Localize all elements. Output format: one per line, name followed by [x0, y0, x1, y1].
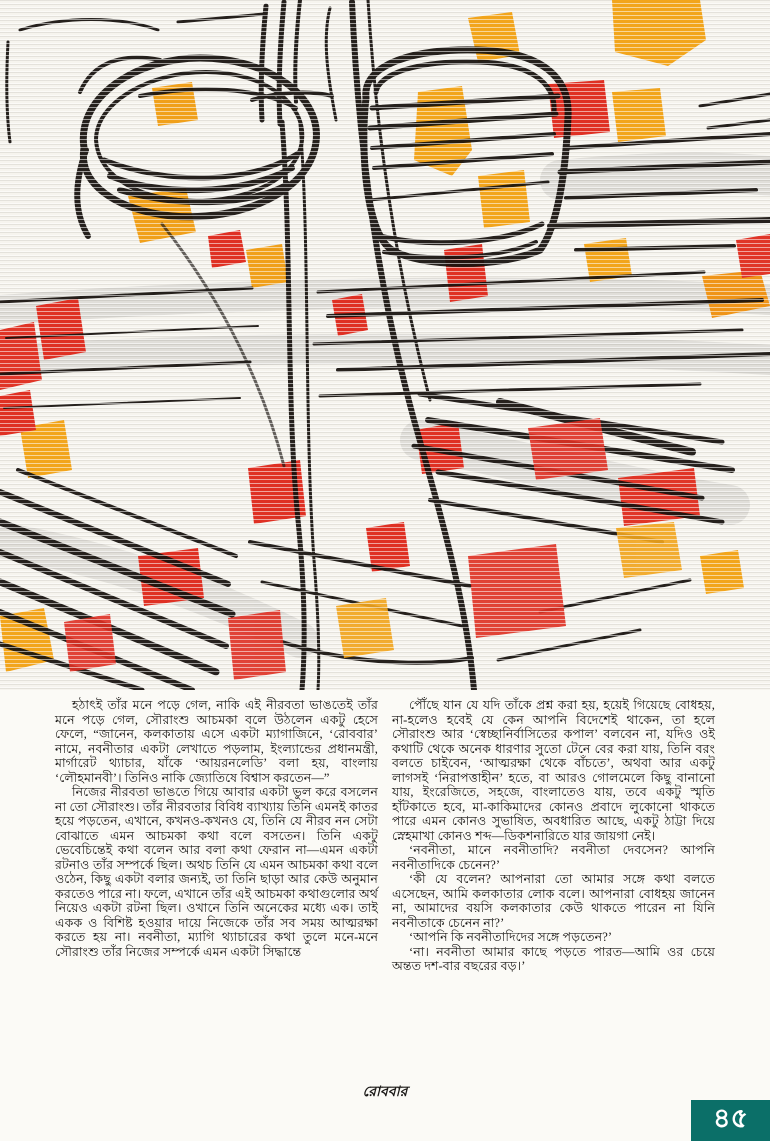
paragraph: পৌঁছে যান যে যদি তাঁকে প্রশ্ন করা হয়, হয়েই গিয়েছে বোধহয়, না-হলেও হবেই যে কেন আপনি বিদেশেই থাকেন, তা হলে সৌরাংশু আর ‘স্বেচ্ছানির্বাসিতের কপাল’ বলবেন না, যদিও ওই কথাটি থেকে অনেক ধারণার সুতো টেনে বের করা যায়, তিনি বরং বলতে চাইবেন, ‘আত্মরক্ষা থেকে বাঁচতে’, অথবা আর একটু লাগসই ‘নিরাপত্তাহীন’ হতে, বা আরও গোলমেলে কিছু বানানো যায়, ইংরেজিতে, সহজে, বাংলাতেও যায়, তবে একটু স্মৃতি হাঁটকাতে হবে, মা-কাকিমাদের কোনও প্রবাদে লুকোনো থাকতে পারে এমন কোনও সুভাষিত, অবধারিত আছে, একটু ঠাট্টা দিয়ে স্নেহমাখা কোনও শব্দ—ডিকশনারিতে যার জায়গা নেই। — [392, 698, 715, 843]
magazine-title: রোববার — [362, 1085, 408, 1100]
paragraph: ‘আপনি কি নবনীতাদিদের সঙ্গে পড়তেন?’ — [409, 930, 613, 944]
paragraph: ‘না। নবনীতা আমার কাছে পড়তে পারত—আমি ওর চেয়ে অন্তত দশ-বার বছরের বড়।’ — [392, 944, 715, 973]
paragraph: হঠাৎই তাঁর মনে পড়ে গেল, নাকি এই নীরবতা ভাঙতেই তাঁর মনে পড়ে গেল, সৌরাংশু আচমকা বলে উঠলেন একটু হেসে ফেলে, “জানেন, কলকাতায় এসে একটা ম্যাগাজিনে, ‘রোববার’ নামে, নবনীতার একটা লেখাতে পড়লাম, ইংল্যান্ডের প্রধানমন্ত্রী, মার্গারেট থ্যাচার, যাঁকে ‘আয়রনলেডি’ বলা হয়, বাংলায় ‘লৌহমানবী’। তিনিও নাকি জ্যোতিষে বিশ্বাস করতেন—” — [55, 698, 378, 785]
text-column-right — [392, 698, 715, 974]
paragraph: ‘নবনীতা, মানে নবনীতাদি? নবনীতা দেবসেন? আপনি নবনীতাদিকে চেনেন?’ — [392, 843, 715, 872]
article-body — [55, 698, 716, 974]
paragraph: ‘কী যে বলেন? আপনারা তো আমার সঙ্গে কথা বলতে এসেছেন, আমি কলকাতার লোক বলে। আপনারা বোধহয় জানেন না, আমাদের বয়সি কলকাতার কেউ থাকতে পারেন না যিনি নবনীতাকে চেনেন না?’ — [392, 872, 715, 930]
paragraph: নিজের নীরবতা ভাঙতে গিয়ে আবার একটা ভুল করে বসলেন না তো সৌরাংশু। তাঁর নীরবতার বিবিধ ব্যাখ্যায় তিনি এমনই কাতর হয়ে পড়তেন, এখানে, কখনও-কখনও যে, তিনি যে নীরব নন সেটা বোঝাতে এমন আচমকা কথা বলে বসতেন। তিনি একটু ভেবেচিন্তেই কথা বলেন আর বলা কথা ফেরান না—এমন একটা রটনাও তাঁর সম্পর্কে ছিল। অথচ তিনি যে এমন আচমকা কথা বলে ওঠেন, কিছু একটা বলার জন্যই, তা তিনি ছাড়া আর কেউ অনুমান করতেও পারে না। ফলে, এখানে তাঁর এই আচমকা কথাগুলোর অর্থ নিয়েও একটা রটনা ছিল। ওখানে তিনি অনেকের মধ্যে এক। তাই একক ও বিশিষ্ট হওয়ার দায়ে নিজেকে তাঁর সব সময় আত্মরক্ষা করতে হয় না। নবনীতা, ম্যাগি থ্যাচারের কথা তুলে মনে-মনে সৌরাংশু তাঁর নিজের সম্পর্কে এমন একটা সিদ্ধান্তে — [55, 785, 378, 959]
page-number: ৪৫ — [712, 1103, 749, 1133]
page-number-box — [691, 1100, 770, 1141]
text-column-left — [55, 698, 378, 974]
